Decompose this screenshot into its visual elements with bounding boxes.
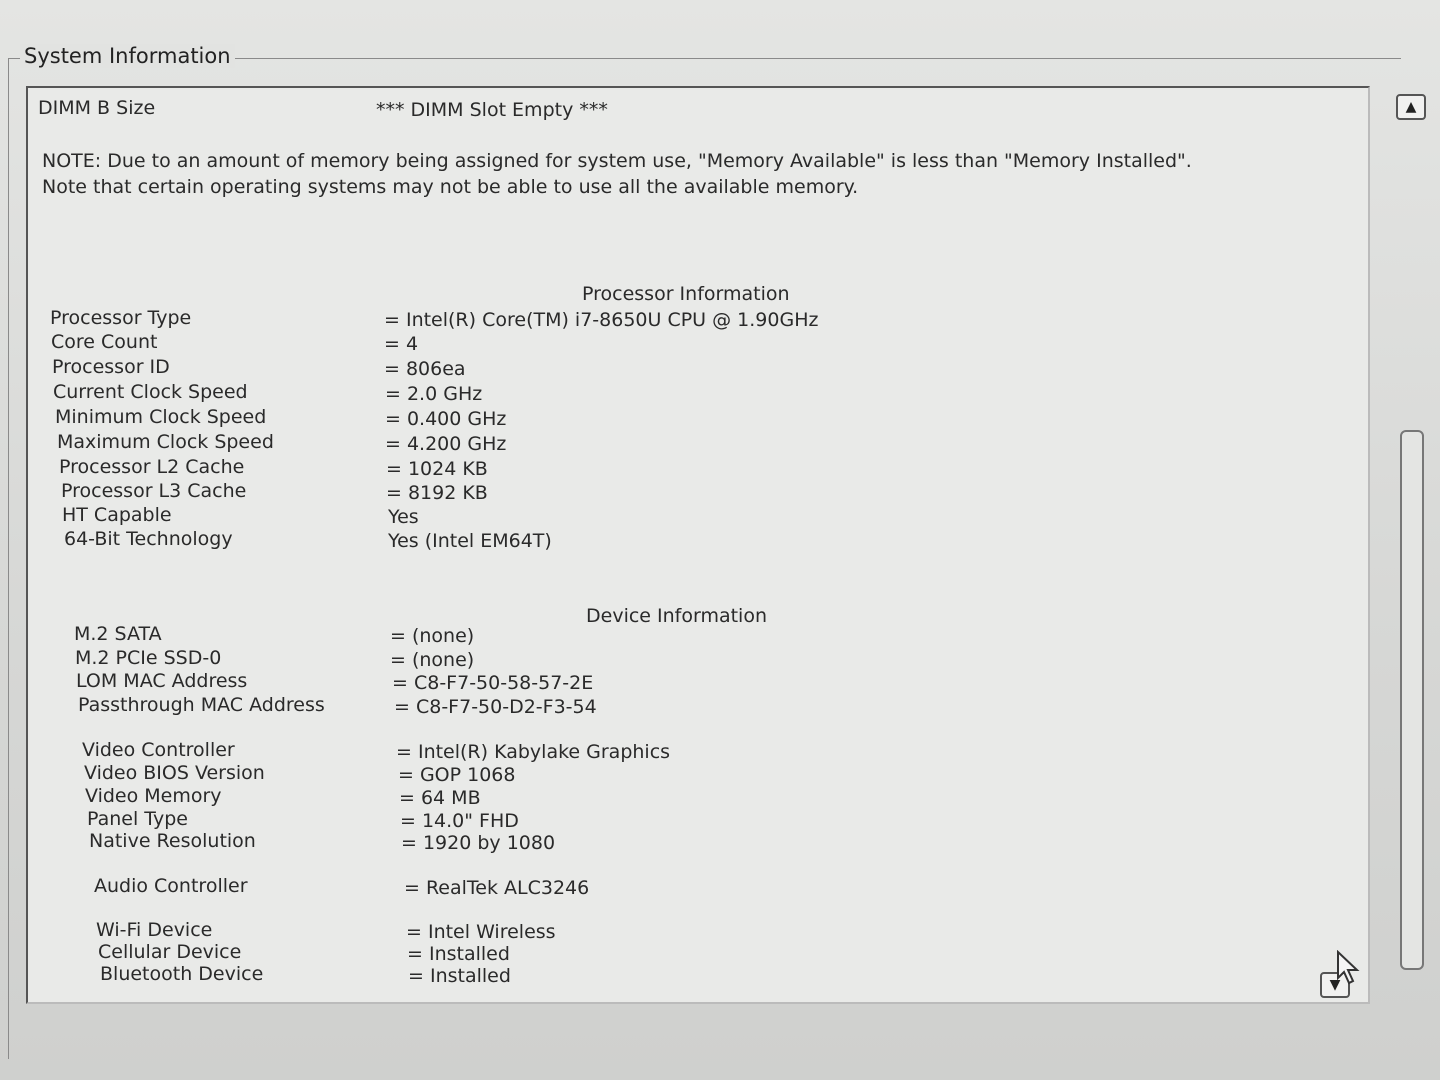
wifi-device-value: = Intel Wireless bbox=[406, 921, 556, 943]
processor-type-label: Processor Type bbox=[50, 307, 192, 329]
scroll-thumb[interactable] bbox=[1400, 430, 1424, 970]
maximum-clock-label: Maximum Clock Speed bbox=[57, 431, 274, 453]
l2-cache-label: Processor L2 Cache bbox=[59, 456, 245, 478]
minimum-clock-value: = 0.400 GHz bbox=[385, 408, 507, 430]
64bit-label: 64-Bit Technology bbox=[64, 528, 233, 550]
current-clock-value: = 2.0 GHz bbox=[385, 383, 483, 405]
l3-cache-value: = 8192 KB bbox=[386, 482, 488, 504]
scroll-up-button[interactable] bbox=[1396, 94, 1426, 120]
audio-controller-value: = RealTek ALC3246 bbox=[404, 877, 590, 899]
m2-sata-value: = (none) bbox=[390, 625, 475, 647]
audio-controller-label: Audio Controller bbox=[94, 875, 248, 897]
current-clock-label: Current Clock Speed bbox=[53, 381, 248, 403]
scroll-up-arrow-icon: ▲ bbox=[1405, 99, 1417, 115]
video-controller-value: = Intel(R) Kabylake Graphics bbox=[396, 741, 671, 763]
native-resolution-label: Native Resolution bbox=[89, 830, 256, 852]
64bit-value: Yes (Intel EM64T) bbox=[388, 530, 552, 552]
minimum-clock-label: Minimum Clock Speed bbox=[55, 406, 267, 428]
processor-id-value: = 806ea bbox=[384, 358, 466, 380]
m2-pcie-label: M.2 PCIe SSD-0 bbox=[75, 647, 222, 669]
memory-note: NOTE: Due to an amount of memory being assigned for system use, "Memory Available" is less than "Memory Installed". Note that certain operating systems may not be able to use all the available memory. bbox=[42, 150, 1192, 198]
passthrough-mac-label: Passthrough MAC Address bbox=[78, 694, 325, 716]
info-content bbox=[38, 92, 1298, 992]
l2-cache-value: = 1024 KB bbox=[386, 458, 488, 480]
maximum-clock-value: = 4.200 GHz bbox=[385, 433, 507, 455]
ht-capable-label: HT Capable bbox=[62, 504, 172, 526]
video-bios-label: Video BIOS Version bbox=[84, 762, 265, 784]
vertical-scrollbar[interactable] bbox=[1394, 90, 1430, 1000]
info-panel bbox=[26, 86, 1370, 1004]
video-memory-label: Video Memory bbox=[85, 785, 222, 807]
m2-sata-label: M.2 SATA bbox=[74, 623, 162, 645]
video-bios-value: = GOP 1068 bbox=[398, 764, 516, 786]
lom-mac-label: LOM MAC Address bbox=[76, 670, 248, 692]
dimm-b-label: DIMM B Size bbox=[38, 97, 156, 119]
bluetooth-device-value: = Installed bbox=[408, 965, 511, 987]
m2-pcie-value: = (none) bbox=[390, 649, 475, 671]
device-section-title: Device Information bbox=[586, 605, 768, 627]
passthrough-mac-value: = C8-F7-50-D2-F3-54 bbox=[394, 696, 597, 718]
bluetooth-device-label: Bluetooth Device bbox=[100, 963, 264, 985]
cellular-device-label: Cellular Device bbox=[98, 941, 242, 963]
panel-type-label: Panel Type bbox=[87, 808, 188, 830]
dimm-b-value: *** DIMM Slot Empty *** bbox=[376, 99, 608, 121]
l3-cache-label: Processor L3 Cache bbox=[61, 480, 247, 502]
native-resolution-value: = 1920 by 1080 bbox=[401, 832, 556, 854]
core-count-value: = 4 bbox=[384, 333, 419, 355]
mouse-pointer-icon bbox=[1334, 950, 1366, 986]
lom-mac-value: = C8-F7-50-58-57-2E bbox=[392, 672, 594, 694]
ht-capable-value: Yes bbox=[388, 506, 419, 528]
processor-type-value: = Intel(R) Core(TM) i7-8650U CPU @ 1.90GHz bbox=[384, 309, 819, 331]
processor-id-label: Processor ID bbox=[52, 356, 170, 378]
scroll-down-arrow-icon: ▼ bbox=[1329, 977, 1341, 993]
video-memory-value: = 64 MB bbox=[399, 787, 481, 809]
wifi-device-label: Wi-Fi Device bbox=[96, 919, 213, 941]
group-title: System Information bbox=[20, 44, 235, 68]
video-controller-label: Video Controller bbox=[82, 739, 235, 761]
cellular-device-value: = Installed bbox=[407, 943, 510, 965]
processor-section-title: Processor Information bbox=[582, 283, 790, 305]
panel-type-value: = 14.0" FHD bbox=[400, 810, 519, 832]
core-count-label: Core Count bbox=[51, 331, 158, 353]
